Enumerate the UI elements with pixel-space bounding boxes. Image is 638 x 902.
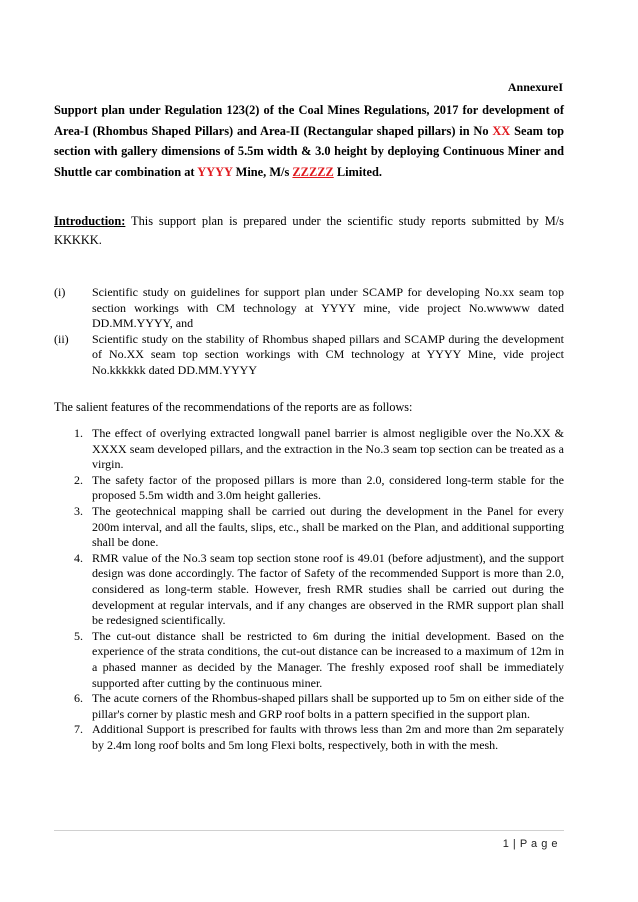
introduction-label: Introduction:	[54, 214, 126, 228]
footer-divider	[54, 830, 564, 831]
title-part-4: Limited.	[333, 164, 382, 179]
recommendation-item	[54, 722, 564, 753]
reference-text: Scientific study on guidelines for support plan under SCAMP for developing No.xx seam top section workings with CM technology at YYYY mine, vide project No.wwwww dated DD.MM.YYYY, and	[92, 285, 564, 331]
footer-separator: |	[509, 838, 520, 850]
page-number: 1	[502, 838, 510, 850]
title-seam-placeholder: XX	[492, 123, 511, 138]
recommendation-item	[54, 691, 564, 722]
salient-features-intro: The salient features of the recommendations of the reports are as follows:	[54, 400, 413, 414]
recommendation-text: Additional Support is prescribed for faults with throws less than 2m and more than 2m separately by 2.4m long roof bolts and 5m long Flexi bolts, respectively, both in with the mesh.	[92, 722, 564, 752]
recommendation-number: 7.	[74, 722, 83, 737]
recommendation-number: 6.	[74, 691, 83, 706]
recommendation-list	[54, 426, 564, 753]
title-company-placeholder: ZZZZZ	[292, 164, 334, 179]
recommendation-item	[54, 426, 564, 473]
recommendation-text: The cut-out distance shall be restricted to 6m during the initial development. Based on the experience of the strata conditions, the cut-out distance can be increased to a maximum of 12m in a phased manner as decided by the Manager. The freshly exposed roof shall be immediately supported after cutting by the continuous miner.	[92, 628, 564, 690]
recommendation-item	[54, 551, 564, 629]
recommendation-number: 5.	[74, 628, 83, 643]
recommendation-item	[54, 473, 564, 504]
reference-number: (i)	[54, 285, 66, 299]
recommendation-number: 4.	[74, 550, 83, 565]
reference-item	[54, 332, 564, 379]
recommendation-text: The acute corners of the Rhombus-shaped pillars shall be supported up to 5m on either side of the pillar's corner by plastic mesh and GRP roof bolts in a pattern specified in the support plan.	[92, 691, 564, 721]
recommendation-text: RMR value of the No.3 seam top section stone roof is 49.01 (before adjustment), and the support design was done accordingly. The factor of Safety of the recommended Support is more than 2.0, considered as long-term stable. However, fresh RMR studies shall be carried out during the development at regular intervals, and if any changes are observed in the RMR support plan shall be redesigned scientifically.	[92, 550, 564, 628]
reference-list	[54, 285, 564, 379]
title-part-3: Mine, M/s	[232, 164, 293, 179]
reference-text: Scientific study on the stability of Rhombus shaped pillars and SCAMP during the development of No.XX seam top section workings with CM technology at YYYY Mine, vide project No.kkkkkk dated DD.MM.YYYY	[92, 331, 564, 377]
reference-item	[54, 285, 564, 332]
recommendation-text: The safety factor of the proposed pillars is more than 2.0, considered long-term stable for the proposed 5.5m width and 3.0m height galleries.	[92, 472, 564, 503]
recommendation-number: 3.	[74, 503, 83, 518]
annexure-label: AnnexureI	[507, 80, 563, 94]
page-footer	[503, 838, 558, 850]
introduction-paragraph	[54, 212, 564, 250]
recommendation-text: The geotechnical mapping shall be carried out during the development in the Panel for every 200m interval, and all the faults, slips, etc., shall be marked on the Plan, and additional supporting shall be done.	[92, 503, 564, 550]
recommendation-text: The effect of overlying extracted longwall panel barrier is almost negligible over the No.XX & XXXX seam developed pillars, and the extraction in the No.3 seam top section can be treated as a virgin.	[92, 426, 564, 472]
document-title	[54, 100, 564, 182]
page-label: P a g e	[519, 838, 558, 850]
title-mine-placeholder: YYYY	[197, 164, 233, 179]
introduction-text: This support plan is prepared under the scientific study reports submitted by M/s KKKKK.	[54, 214, 564, 247]
recommendation-number: 1.	[74, 426, 83, 440]
recommendation-number: 2.	[74, 472, 83, 487]
title-part-2: Seam top section with gallery dimensions of 5.5m width & 3.0 height by deploying Continuous Miner and Shuttle car combination at	[54, 123, 564, 179]
title-part-1: Support plan under Regulation 123(2) of the Coal Mines Regulations, 2017 for development of Area-I (Rhombus Shaped Pillars) and Area-II (Rectangular shaped pillars) in No	[54, 103, 564, 138]
reference-number: (ii)	[54, 331, 69, 346]
recommendation-item	[54, 504, 564, 551]
recommendation-item	[54, 629, 564, 691]
